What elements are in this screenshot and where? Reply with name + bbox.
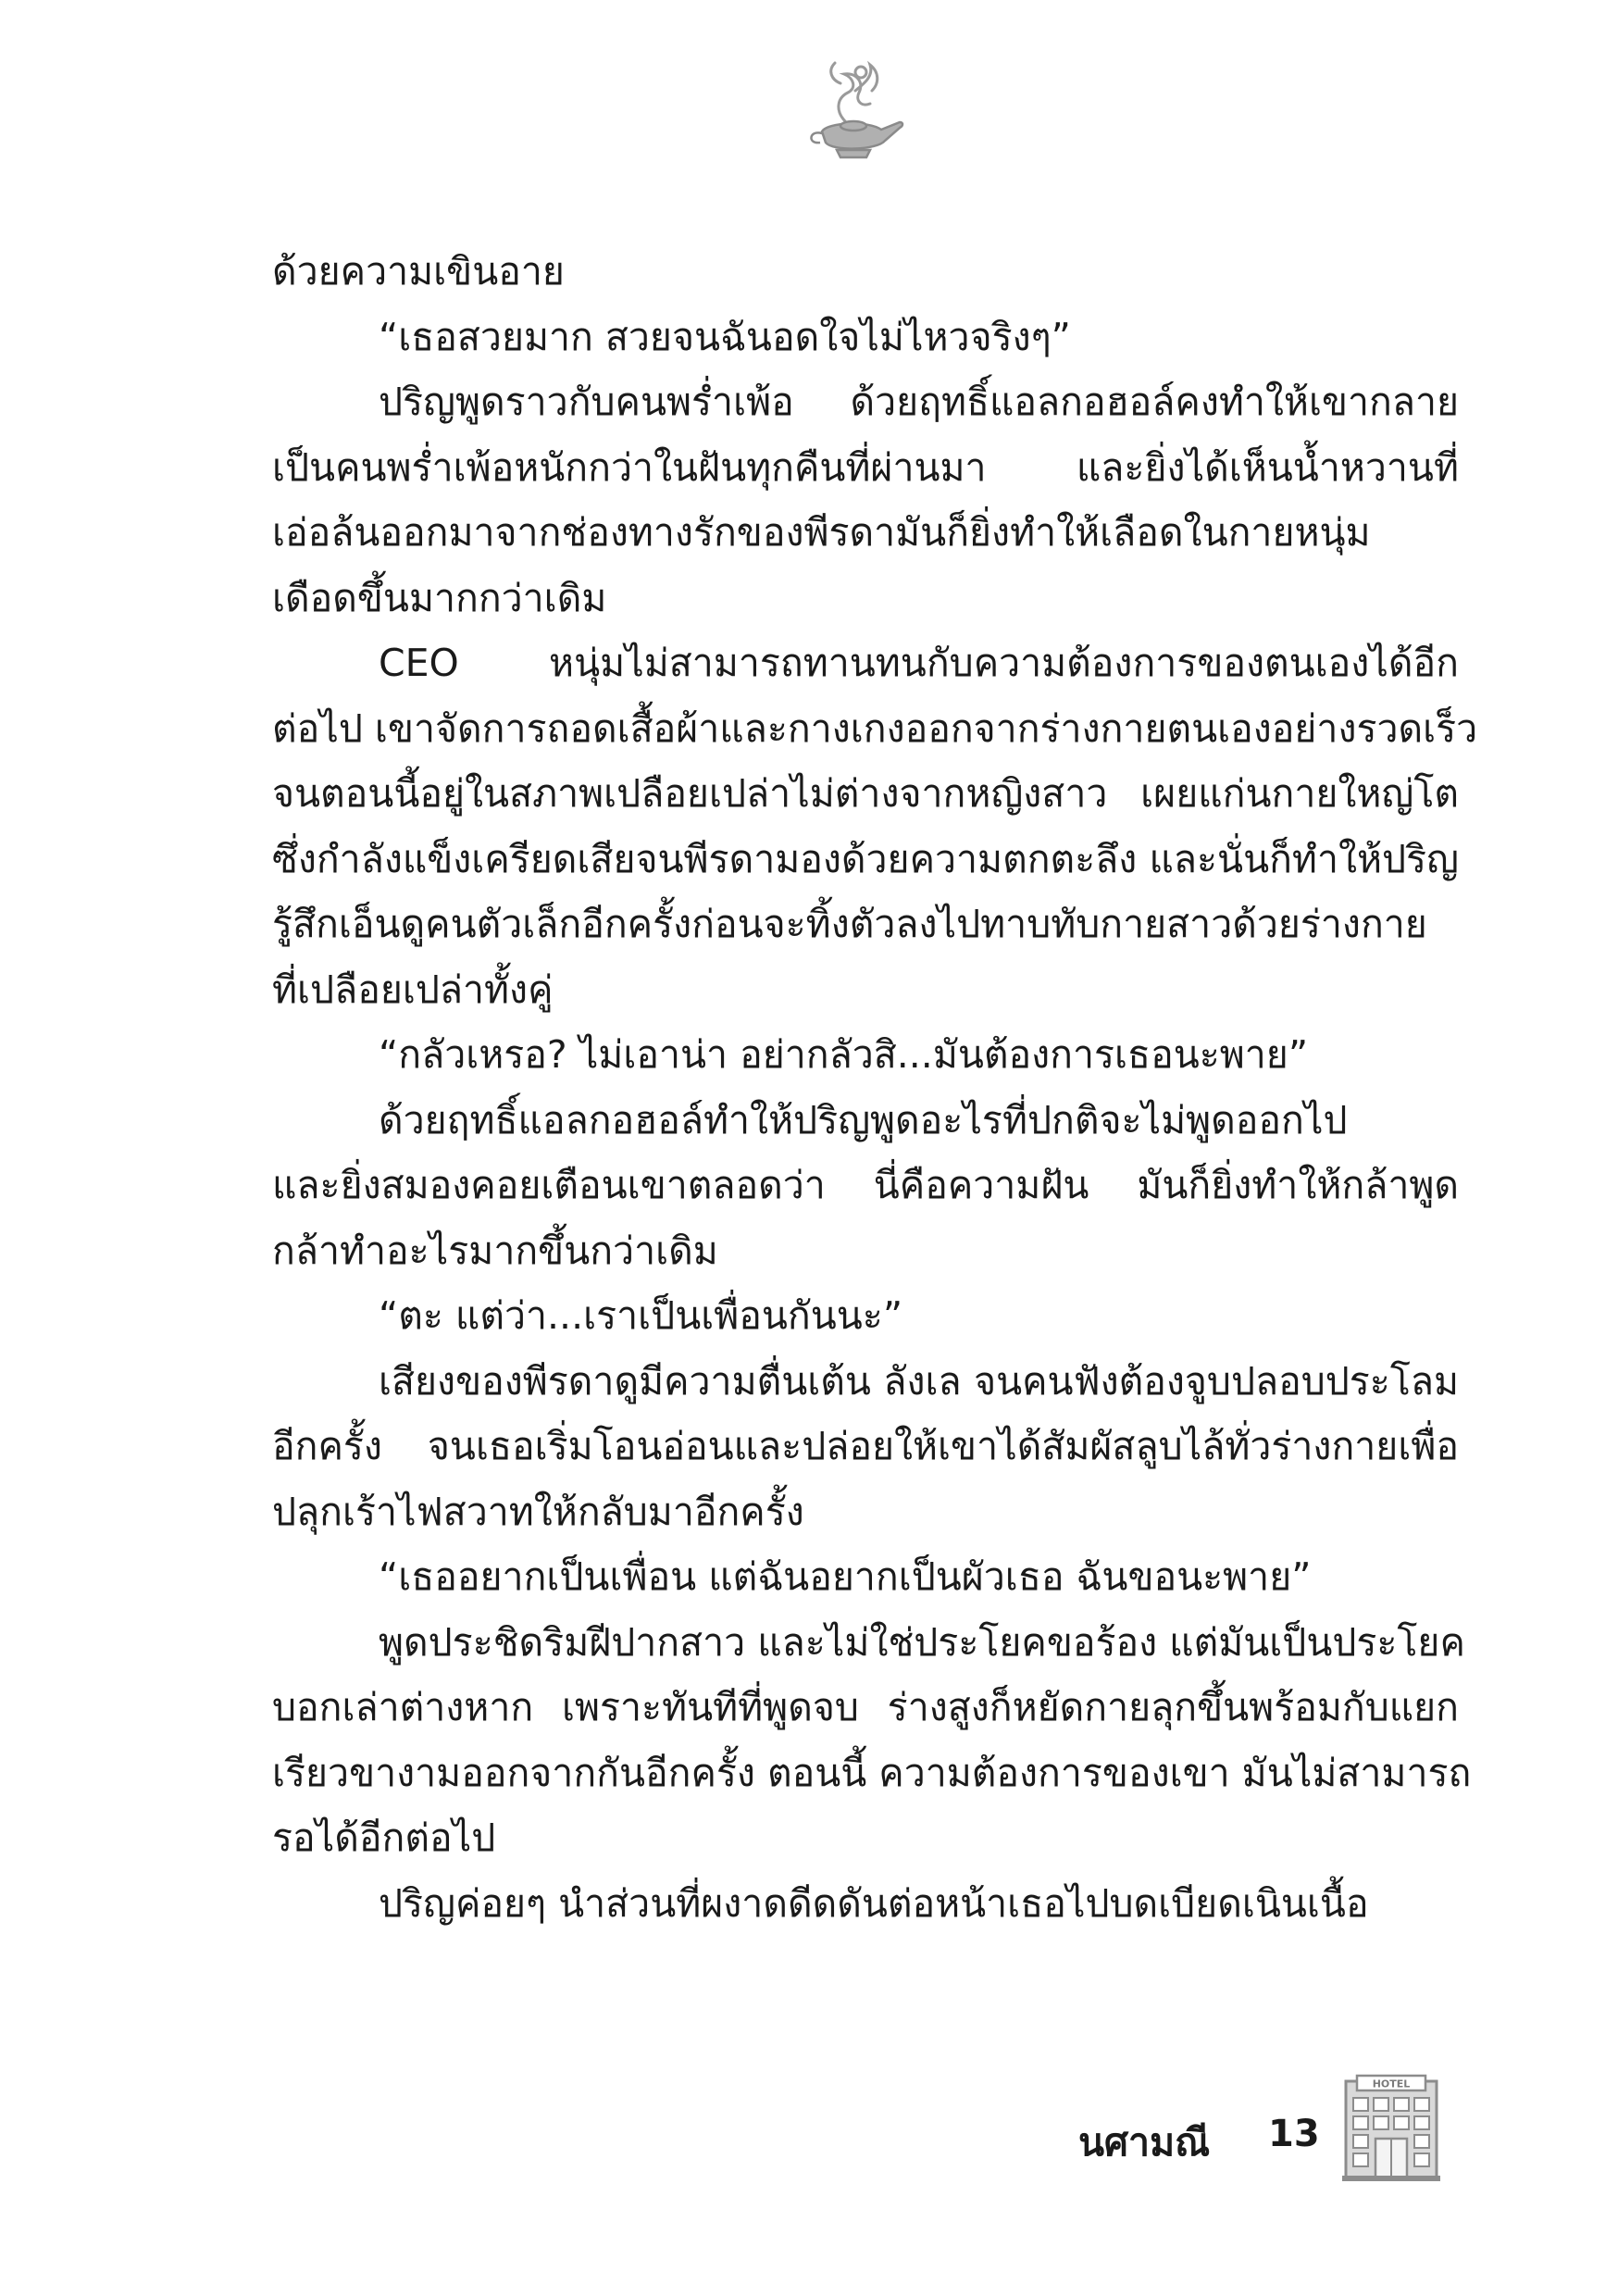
text-line: รอได้อีกต่อไป xyxy=(272,1816,496,1860)
hotel-sign-text: HOTEL xyxy=(1372,2078,1411,2090)
text-line: เอ่อล้นออกมาจากช่องทางรักของพีรดามันก็ยิ่งทำให้เลือดในกายหนุ่ม xyxy=(272,510,1371,555)
text-line: และยิ่งสมองคอยเตือนเขาตลอดว่า นี่คือความฝัน มันก็ยิ่งทำให้กล้าพูด xyxy=(272,1163,1459,1207)
hotel-building-icon xyxy=(1340,2074,1442,2183)
text-line: “เธออยากเป็นเพื่อน แต่ฉันอยากเป็นผัวเธอ ฉันขอนะพาย” xyxy=(379,1554,1312,1599)
text-line: ด้วยความเขินอาย xyxy=(272,249,565,293)
text-line: เดือดขึ้นมากกว่าเดิม xyxy=(272,575,607,620)
text-line: ด้วยฤทธิ์แอลกอฮอล์ทำให้ปริญพูดอะไรที่ปกติจะไม่พูดออกไป xyxy=(379,1097,1348,1142)
text-line: “ตะ แต่ว่า...เราเป็นเพื่อนกันนะ” xyxy=(379,1293,903,1338)
text-line: เรียวขางามออกจากกันอีกครั้ง ตอนนี้ ความต้องการของเขา มันไม่สามารถ xyxy=(272,1750,1472,1795)
text-line: เป็นคนพร่ำเพ้อหนักกว่าในฝันทุกคืนที่ผ่านมา และยิ่งได้เห็นน้ำหวานที่ xyxy=(272,444,1459,490)
text-line: จนตอนนี้อยู่ในสภาพเปลือยเปล่าไม่ต่างจากหญิงสาว เผยแก่นกายใหญ่โต xyxy=(272,771,1459,816)
genie-lamp-icon xyxy=(800,56,909,162)
text-line: “กลัวเหรอ? ไม่เอาน่า อย่ากลัวสิ...มันต้องการเธอนะพาย” xyxy=(379,1032,1309,1077)
text-line: ปลุกเร้าไฟสวาทให้กลับมาอีกครั้ง xyxy=(272,1489,804,1534)
text-line: ที่เปลือยเปล่าทั้งคู่ xyxy=(272,967,554,1012)
text-line: ปริญพูดราวกับคนพร่ำเพ้อ ด้วยฤทธิ์แอลกอฮอล์คงทำให้เขากลาย xyxy=(379,380,1459,424)
text-line: รู้สึกเอ็นดูคนตัวเล็กอีกครั้งก่อนจะทิ้งตัวลงไปทาบทับกายสาวด้วยร่างกาย xyxy=(272,902,1427,946)
footer-author: นศามณี xyxy=(1078,2120,1211,2165)
text-line: ซึ่งกำลังแข็งเครียดเสียจนพีรดามองด้วยความตกตะลึง และนั่นก็ทำให้ปริญ xyxy=(272,836,1459,881)
body-text xyxy=(272,239,1478,1936)
text-line: “เธอสวยมาก สวยจนฉันอดใจไม่ไหวจริงๆ” xyxy=(379,314,1071,359)
page-number: 13 xyxy=(1268,2113,1320,2155)
text-line: พูดประชิดริมฝีปากสาว และไม่ใช่ประโยคขอร้อง แต่มันเป็นประโยค xyxy=(379,1619,1465,1665)
text-line: ปริญค่อยๆ นำส่วนที่ผงาดดีดดันต่อหน้าเธอไปบดเบียดเนินเนื้อ xyxy=(379,1880,1369,1926)
text-line: อีกครั้ง จนเธอเริ่มโอนอ่อนและปล่อยให้เขาได้สัมผัสลูบไล้ทั่วร่างกายเพื่อ xyxy=(272,1424,1459,1468)
text-line: บอกเล่าต่างหาก เพราะทันทีที่พูดจบ ร่างสูงก็หยัดกายลุกขึ้นพร้อมกับแยก xyxy=(272,1685,1459,1729)
text-line: เสียงของพีรดาดูมีความตื่นเต้น ลังเล จนคนฟังต้องจูบปลอบประโลม xyxy=(379,1358,1459,1404)
text-line: กล้าทำอะไรมากขึ้นกว่าเดิม xyxy=(272,1228,718,1273)
text-line: ต่อไป เขาจัดการถอดเสื้อผ้าและกางเกงออกจากร่างกายตนเองอย่างรวดเร็ว xyxy=(272,705,1478,751)
text-line: CEO หนุ่มไม่สามารถทานทนกับความต้องการของตนเองได้อีก xyxy=(379,641,1459,685)
